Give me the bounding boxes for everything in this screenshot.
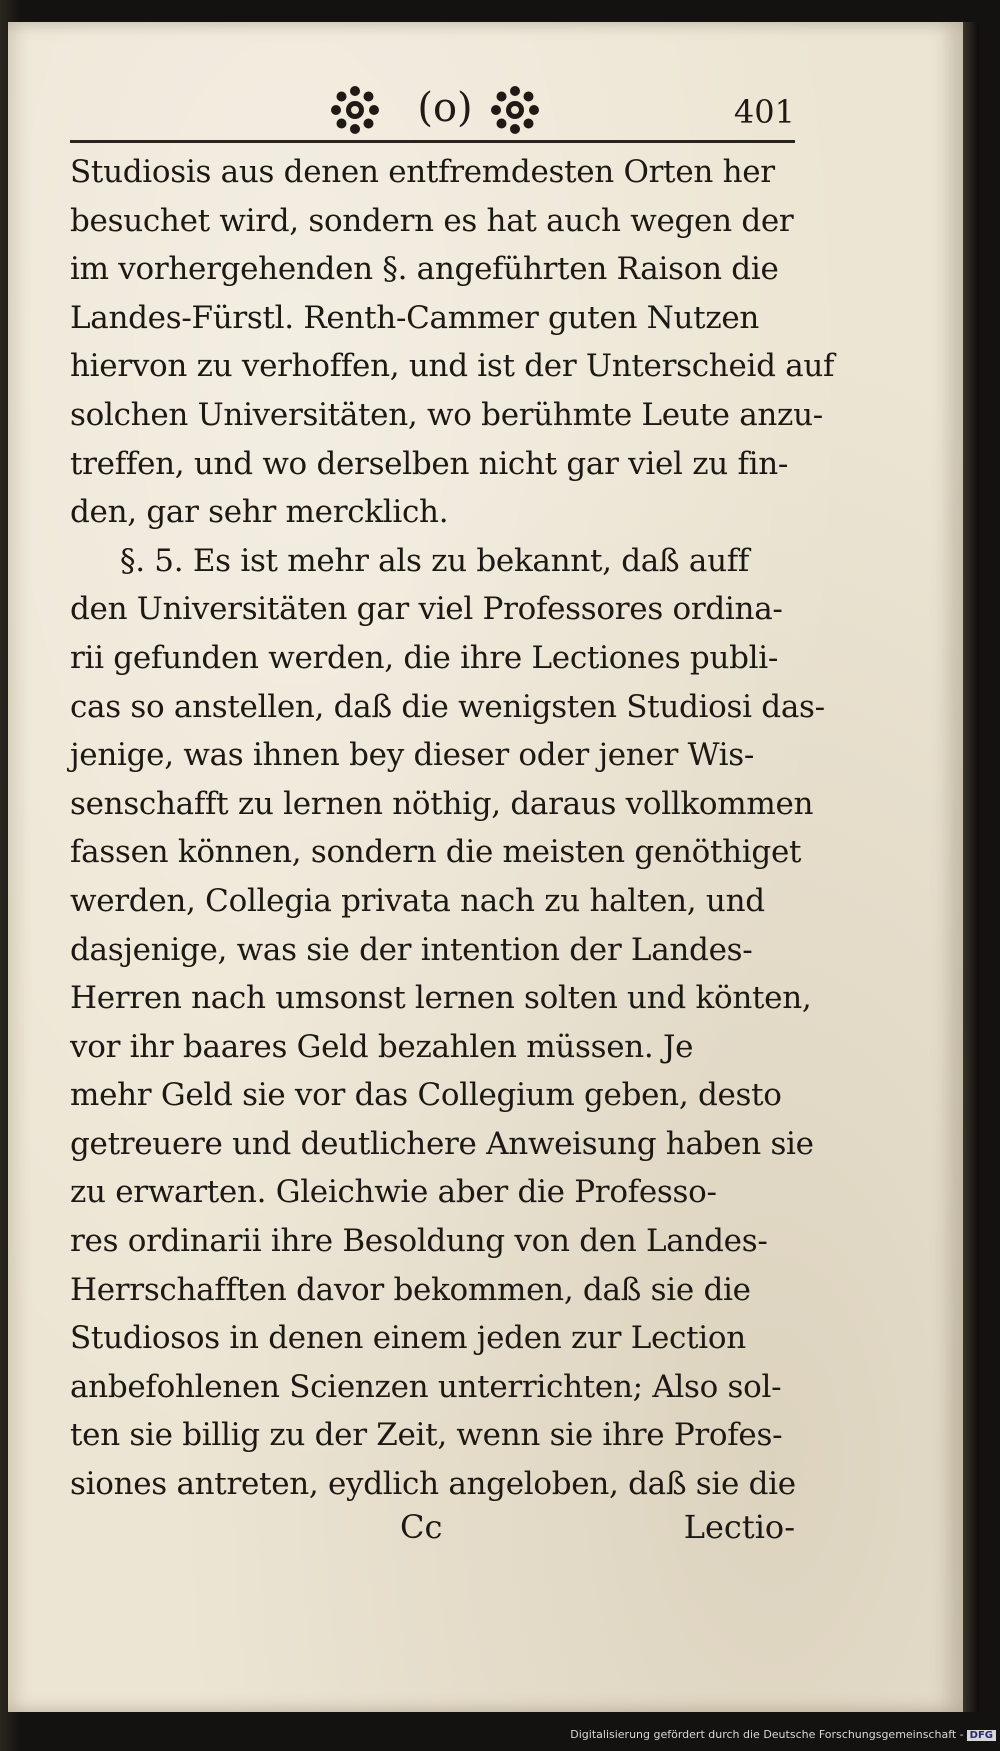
text-line: siones antreten, eydlich angeloben, daß sie die [70,1466,796,1503]
digitization-credit [570,1728,996,1741]
text-line: im vorhergehenden §. angeführten Raison die [70,251,779,288]
text-line: Studiosis aus denen entfremdesten Orten her [70,154,775,190]
paragraph-start-line: §. 5. Es ist mehr als zu bekannt, daß auff [120,542,750,579]
text-line: ten sie billig zu der Zeit, wenn sie ihre Profes- [70,1417,783,1454]
page-gutter-shadow [963,22,979,1712]
body-text [70,148,835,1509]
text-line: Studiosos in denen einem jeden zur Lection [70,1320,746,1357]
rosette-ornament-icon [490,85,540,135]
text-line: den, gar sehr mercklich. [70,494,449,531]
text-line: besuchet wird, sondern es hat auch wegen der [70,202,794,239]
page-number: 401 [733,93,795,131]
text-line: Herren nach umsonst lernen solten und könten, [70,980,812,1017]
text-line: res ordinarii ihre Besoldung von den Landes- [70,1223,768,1260]
text-line: den Universitäten gar viel Professores ordina- [70,591,783,628]
text-line: Herrschafften davor bekommen, daß sie die [70,1271,751,1308]
page-header [70,85,795,145]
text-line: jenige, was ihnen bey dieser oder jener Wis- [70,737,754,774]
text-line: cas so anstellen, daß die wenigsten Studiosi das- [70,688,825,725]
rosette-ornament-icon [330,85,380,135]
text-line: hiervon zu verhoffen, und ist der Unterscheid auf [70,348,835,385]
text-line: solchen Universitäten, wo berühmte Leute anzu- [70,396,823,433]
text-line: getreuere und deutlichere Anweisung haben sie [70,1125,814,1162]
text-line: werden, Collegia privata nach zu halten, und [70,882,765,919]
catchword: Lectio- [683,1508,795,1546]
dfg-logo-badge: DFG [967,1730,996,1741]
text-line: mehr Geld sie vor das Collegium geben, desto [70,1077,782,1114]
text-line: dasjenige, was sie der intention der Landes- [70,931,753,968]
credit-text: Digitalisierung gefördert durch die Deutsche Forschungsgemeinschaft - [570,1728,964,1741]
text-line: senschafft zu lernen nöthig, daraus vollkommen [70,785,814,822]
page-footer [70,1508,795,1558]
text-line: treffen, und wo derselben nicht gar viel zu fin- [70,445,789,482]
signature-mark: (o) [417,85,473,131]
text-line: anbefohlenen Scienzen unterrichten; Also sol- [70,1368,782,1405]
gathering-signature: Cc [400,1508,443,1546]
text-line: fassen können, sondern die meisten genöthiget [70,834,802,871]
text-line: zu erwarten. Gleichwie aber die Professo- [70,1174,717,1211]
text-line: vor ihr baares Geld bezahlen müssen. Je [70,1028,694,1065]
text-line: rii gefunden werden, die ihre Lectiones publi- [70,639,779,676]
text-line: Landes-Fürstl. Renth-Cammer guten Nutzen [70,299,760,336]
header-rule [70,140,795,143]
